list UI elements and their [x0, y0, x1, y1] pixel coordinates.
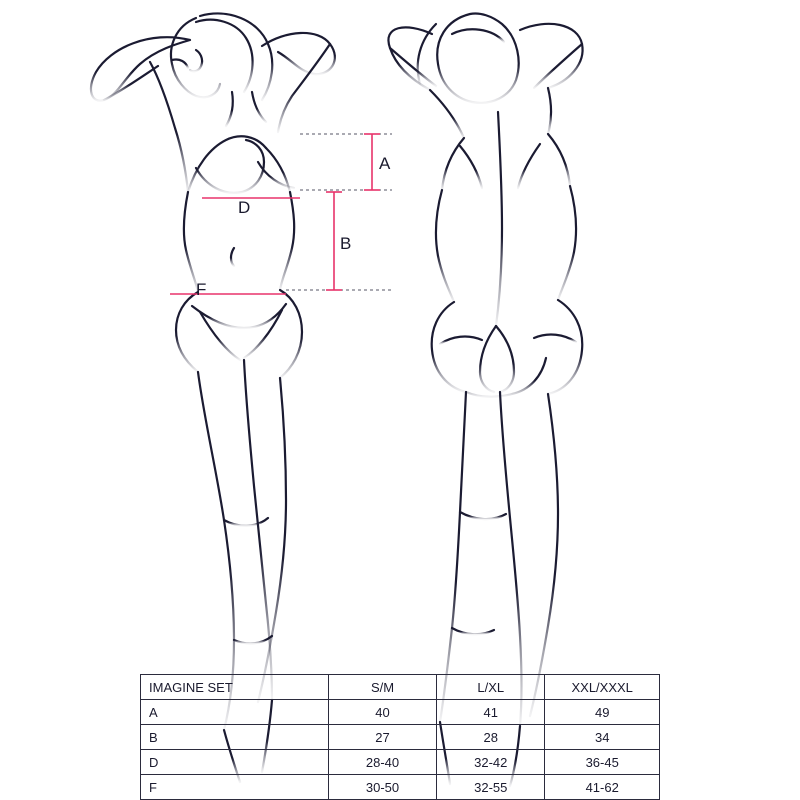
row-a-lxl: 41	[437, 700, 545, 725]
measure-label-f: F	[196, 280, 207, 299]
row-f-xxl: 41-62	[545, 775, 660, 800]
table-row	[141, 775, 660, 800]
female-body-back-outline	[388, 13, 582, 786]
table-header-lxl: L/XL	[437, 675, 545, 700]
row-b-xxl: 34	[545, 725, 660, 750]
row-b-sm: 27	[328, 725, 436, 750]
row-d-lxl: 32-42	[437, 750, 545, 775]
table-header-row	[141, 675, 660, 700]
table-header-sm: S/M	[328, 675, 436, 700]
female-body-front-outline	[91, 14, 335, 782]
measure-label-a: A	[379, 154, 391, 173]
row-a-sm: 40	[328, 700, 436, 725]
table-row	[141, 700, 660, 725]
row-label-b: B	[141, 725, 329, 750]
row-label-d: D	[141, 750, 329, 775]
measurement-guides	[170, 134, 392, 294]
size-table	[140, 674, 660, 800]
table-row	[141, 725, 660, 750]
row-f-sm: 30-50	[328, 775, 436, 800]
row-label-a: A	[141, 700, 329, 725]
row-d-sm: 28-40	[328, 750, 436, 775]
row-a-xxl: 49	[545, 700, 660, 725]
row-label-f: F	[141, 775, 329, 800]
row-f-lxl: 32-55	[437, 775, 545, 800]
measure-label-d: D	[238, 198, 251, 217]
table-header-title: IMAGINE SET	[141, 675, 329, 700]
size-table-wrapper	[140, 674, 660, 800]
measure-label-b: B	[340, 234, 352, 253]
row-b-lxl: 28	[437, 725, 545, 750]
table-row	[141, 750, 660, 775]
row-d-xxl: 36-45	[545, 750, 660, 775]
table-header-xxl: XXL/XXXL	[545, 675, 660, 700]
